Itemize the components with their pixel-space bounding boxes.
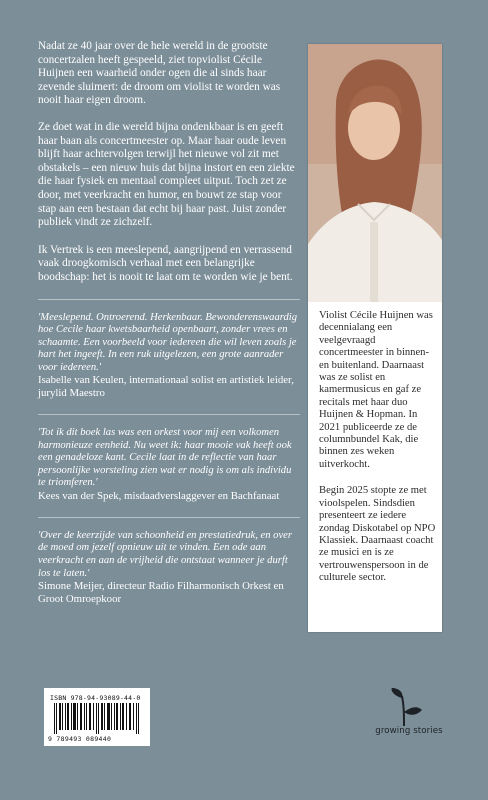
- quote-1: [38, 312, 300, 401]
- publisher-name: growing stories: [375, 726, 443, 736]
- quote-text: 'Over de keerzijde van schoonheid en prestatiedruk, en over de moed om jezelf opnieuw uit te vinden. Een ode aan veerkracht en aan de vrijheid die ontstaat wanneer je durft los te laten.': [38, 529, 292, 579]
- isbn-barcode: [44, 688, 150, 746]
- author-card: [308, 44, 442, 632]
- author-photo: [308, 44, 442, 302]
- divider: [38, 517, 300, 518]
- publisher-logo: [374, 688, 444, 752]
- bio-paragraph-1: Violist Cécile Huijnen was decennialang een veelgevraagd concertmeester in binnen- en buitenland. Daarnaast was ze solist en kamermusicus en gaf ze recitals met haar duo Huijnen & Hopman. In 2021 publiceerde ze de columnbundel Kak, die binnen zes weken uitverkocht.: [319, 310, 433, 470]
- bio-paragraph-2: Begin 2025 stopte ze met vioolspelen. Sindsdien presenteert ze iedere zondag Diskotabel op NPO Klassiek. Daarnaast coacht ze musici en is ze vertrouwenspersoon in de culturele sector.: [319, 485, 436, 584]
- barcode-icon: [54, 703, 142, 734]
- quote-text: 'Meeslepend. Ontroerend. Herkenbaar. Bewonderenswaardig hoe Cecile haar kwetsbaarheid openbaart, zonder vrees en schaamte. Een voorbeeld voor iedereen die wil leven zoals je hart het ingeeft. In een ruk uitgelezen, een grote aanrader voor iedereen.': [38, 311, 298, 373]
- isbn-digits: 9 789493 089440: [48, 735, 112, 743]
- divider: [38, 299, 300, 300]
- isbn-label: ISBN 978-94-93089-44-0: [50, 694, 141, 702]
- author-bio: [319, 310, 437, 599]
- intro-paragraph-1: Nadat ze 40 jaar over de hele wereld in de grootste concertzalen heeft gespeeld, ziet topviolist Cécile Huijnen een waarheid onder ogen die al sinds haar zevende sluimert: de droom om violist te worden was nooit haar eigen droom.: [38, 40, 281, 107]
- author-portrait-image: [308, 44, 442, 302]
- intro-paragraph-3: Ik Vertrek is een meeslepend, aangrijpend en verrassend vaak droogkomisch verhaal met een belangrijke boodschap: het is nooit te laat om te worden wie je bent.: [38, 243, 293, 283]
- sprout-icon: [374, 688, 444, 728]
- quote-author: Simone Meijer, directeur Radio Filharmonisch Orkest en Groot Omroepkoor: [38, 580, 284, 605]
- quote-author: Kees van der Spek, misdaadverslaggever en Bachfanaat: [38, 490, 280, 503]
- divider: [38, 414, 300, 415]
- back-cover-text: [38, 40, 300, 616]
- quote-author: Isabelle van Keulen, internationaal solist en artistiek leider, jurylid Maestro: [38, 374, 294, 400]
- quote-2: [38, 427, 300, 503]
- quote-text: 'Tot ik dit boek las was een orkest voor mij een volkomen harmonieuze eenheid. Nu weet ik: haar mooie vak heeft ook een genadeloze kant. Cecile laat in de reflectie van haar persoonlijke worsteling zien wat er nodig is om als individu te triomferen.': [38, 427, 292, 489]
- intro-paragraph-2: Ze doet wat in die wereld bijna ondenkbaar is en geeft haar baan als concertmeester op. Maar haar oude leven blijft haar achtervolgen terwijl het nieuwe vol zit met obstakels – een nieuw huis dat bijna instort en een ziekte die haar fysiek en mentaal compleet uitput. Toch zet ze door, met veerkracht en humor, en bouwt ze stap voor stap aan een bestaan dat echt bij haar past. Juist zonder publiek vindt ze zichzelf.: [38, 120, 295, 229]
- quote-3: [38, 530, 300, 606]
